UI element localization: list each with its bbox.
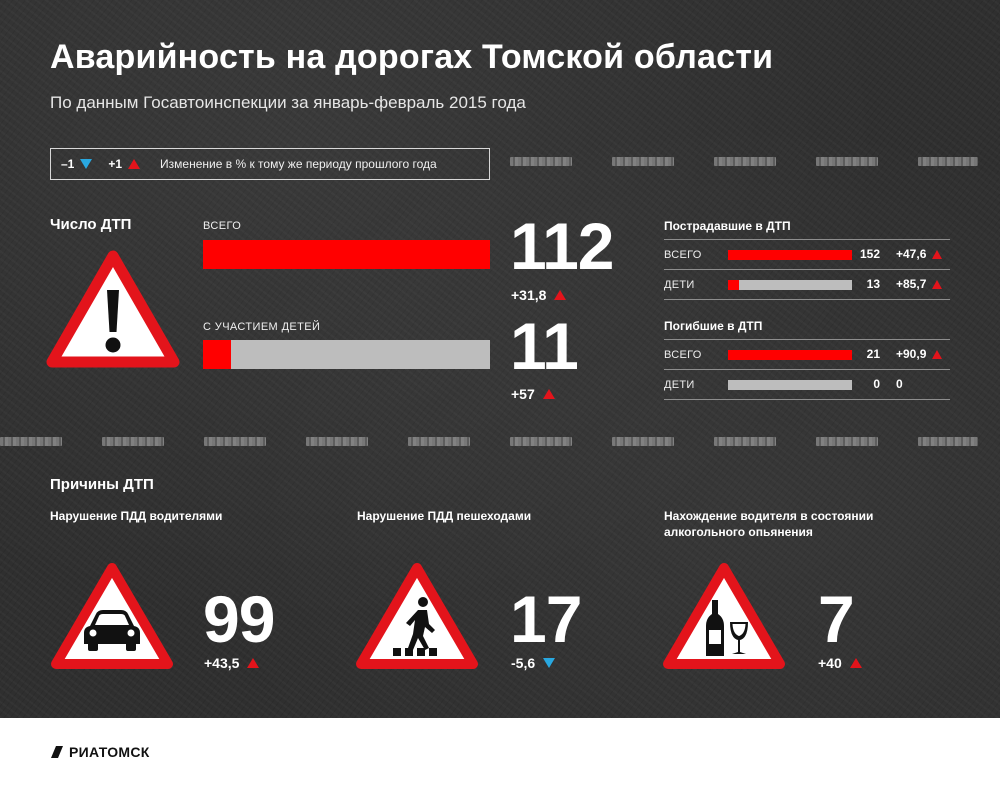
cause-drivers-value: 99 (203, 582, 275, 656)
cause-alcohol-value: 7 (818, 582, 854, 656)
accidents-total-label: ВСЕГО (203, 220, 242, 232)
arrow-down-icon (80, 159, 92, 169)
injured-children-bar-fill (728, 280, 739, 290)
arrow-up-icon (932, 350, 942, 359)
killed-children-value: 0 (873, 377, 880, 391)
logo-text: РИАТОМСК (69, 744, 150, 760)
road-marking (408, 437, 470, 446)
causes-section-title: Причины ДТП (50, 476, 154, 493)
killed-row-total (664, 340, 950, 370)
killed-total-bar-fill (728, 350, 852, 360)
arrow-up-icon (247, 658, 259, 668)
killed-total-change-value: +90,9 (896, 347, 927, 361)
accidents-children-change-value: +57 (511, 386, 535, 402)
road-marking (816, 157, 878, 166)
killed-children-change (896, 377, 903, 391)
cause-pedestrians-title: Нарушение ПДД пешеходами (357, 509, 532, 523)
cause-drivers-title: Нарушение ПДД водителями (50, 509, 223, 523)
road-marking (714, 437, 776, 446)
arrow-up-icon (850, 658, 862, 668)
cause-pedestrians-value: 17 (510, 582, 582, 656)
injured-children-change-value: +85,7 (896, 277, 927, 291)
legend-text: Изменение в % к тому же периоду прошлого года (160, 157, 437, 171)
killed-total-bar (728, 350, 852, 360)
accidents-children-label: С УЧАСТИЕМ ДЕТЕЙ (203, 321, 321, 333)
accidents-children-bar-fill (203, 340, 231, 369)
accidents-total-value: 112 (510, 209, 614, 283)
road-marking (612, 157, 674, 166)
killed-total-label: ВСЕГО (664, 349, 702, 361)
legend-minus-label: –1 (61, 157, 75, 171)
road-marking (918, 157, 978, 166)
injured-total-bar (728, 250, 852, 260)
road-marking (612, 437, 674, 446)
killed-children-bar (728, 380, 852, 390)
accidents-total-change-value: +31,8 (511, 287, 547, 303)
road-marking (918, 437, 978, 446)
road-marking (204, 437, 266, 446)
accidents-total-bar-fill (203, 240, 490, 269)
road-marking (510, 157, 572, 166)
injured-total-bar-fill (728, 250, 852, 260)
cause-drivers-change (204, 655, 259, 671)
accidents-section-title: Число ДТП (50, 216, 132, 233)
injured-children-bar (728, 280, 852, 290)
page-title: Аварийность на дорогах Томской области (50, 38, 774, 76)
legend (50, 148, 490, 180)
arrow-up-icon (932, 250, 942, 259)
road-marking (816, 437, 878, 446)
cause-alcohol-change (818, 655, 862, 671)
injured-row-total (664, 240, 950, 270)
cause-pedestrians-change (511, 655, 555, 671)
road-marking (510, 437, 572, 446)
ria-tomsk-logo[interactable] (50, 744, 150, 760)
bottle-glass-icon (662, 562, 786, 672)
arrow-up-icon (554, 290, 566, 300)
killed-total-value: 21 (866, 347, 880, 361)
killed-children-label: ДЕТИ (664, 379, 695, 391)
pedestrian-icon (355, 562, 479, 672)
cause-alcohol-change-value: +40 (818, 655, 842, 671)
accidents-children-change (511, 386, 555, 402)
arrow-up-icon (128, 159, 140, 169)
road-marking (306, 437, 368, 446)
cause-alcohol-title: Нахождение водителя в состоянии алкогольного опьянения (664, 509, 874, 539)
accidents-total-change (511, 287, 566, 303)
injured-children-value: 13 (866, 277, 880, 291)
injured-total-change-value: +47,6 (896, 247, 927, 261)
car-icon (50, 562, 174, 672)
injured-total-change (896, 247, 942, 261)
accidents-total-bar (203, 240, 490, 269)
arrow-up-icon (543, 389, 555, 399)
accidents-children-value: 11 (510, 309, 578, 383)
warning-sign-icon (46, 250, 180, 370)
injured-title: Пострадавшие в ДТП (664, 219, 791, 233)
cause-pedestrians-change-value: -5,6 (511, 655, 536, 671)
killed-title: Погибшие в ДТП (664, 319, 763, 333)
injured-row-children (664, 270, 950, 300)
injured-children-label: ДЕТИ (664, 279, 695, 291)
road-marking (0, 437, 62, 446)
arrow-down-icon (543, 658, 555, 668)
logo-mark-icon (50, 745, 64, 759)
killed-row-children (664, 370, 950, 400)
road-marking (102, 437, 164, 446)
injured-children-change (896, 277, 942, 291)
legend-plus-label: +1 (108, 157, 123, 171)
injured-total-value: 152 (859, 247, 880, 261)
footer (0, 718, 1000, 789)
road-marking (714, 157, 776, 166)
killed-children-change-value: 0 (896, 377, 903, 391)
cause-drivers-change-value: +43,5 (204, 655, 240, 671)
killed-total-change (896, 347, 942, 361)
arrow-up-icon (932, 280, 942, 289)
page-subtitle: По данным Госавтоинспекции за январь-февраль 2015 года (50, 93, 526, 112)
accidents-children-bar (203, 340, 490, 369)
injured-total-label: ВСЕГО (664, 249, 702, 261)
